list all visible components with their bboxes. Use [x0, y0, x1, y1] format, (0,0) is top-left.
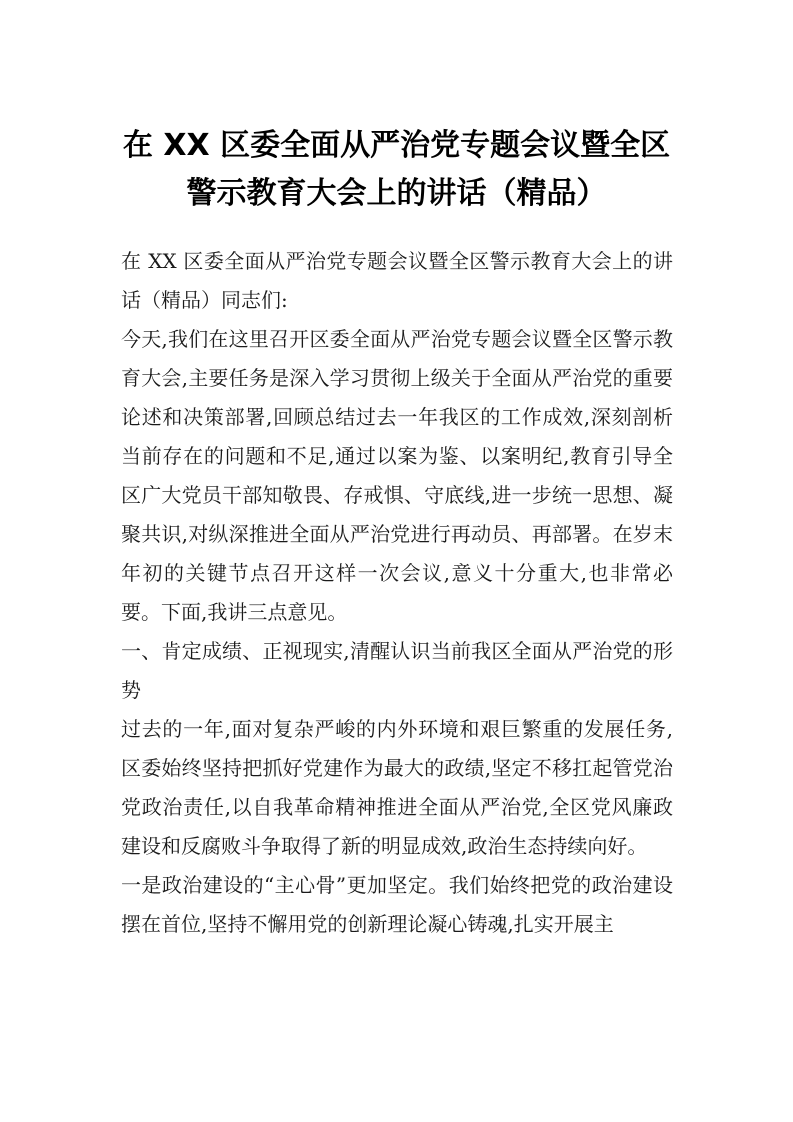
paragraph-point-1: 一是政治建设的“主心骨”更加坚定。我们始终把党的政治建设摆在首位,坚持不懈用党的创新理论凝心铸魂,扎实开展主 — [121, 873, 673, 936]
paragraph-opening: 在 XX 区委全面从严治党专题会议暨全区警示教育大会上的讲话（精品）同志们: — [121, 249, 673, 312]
paragraph-introduction: 今天,我们在这里召开区委全面从严治党专题会议暨全区警示教育大会,主要任务是深入学习贯彻上级关于全面从严治党的重要论述和决策部署,回顾总结过去一年我区的工作成效,深刻剖析当前存在的问题和不足,通过以案为鉴、以案明纪,教育引导全区广大党员干部知敬畏、存戒惧、守底线,进一步统一思想、凝聚共识,对纵深推进全面从严治党进行再动员、再部署。在岁末年初的关键节点召开这样一次会议,意义十分重大,也非常必要。下面,我讲三点意见。 — [121, 327, 673, 624]
section-heading-1: 一、肯定成绩、正视现实,清醒认识当前我区全面从严治党的形势 — [121, 639, 673, 702]
document-title: 在 XX 区委全面从严治党专题会议暨全区警示教育大会上的讲话（精品） — [122, 128, 671, 211]
paragraph-review: 过去的一年,面对复杂严峻的内外环境和艰巨繁重的发展任务,区委始终坚持把抓好党建作为最大的政绩,坚定不移扛起管党治党政治责任,以自我革命精神推进全面从严治党,全区党风廉政建设和反腐败斗争取得了新的明显成效,政治生态持续向好。 — [121, 717, 673, 858]
document-body — [121, 242, 673, 944]
